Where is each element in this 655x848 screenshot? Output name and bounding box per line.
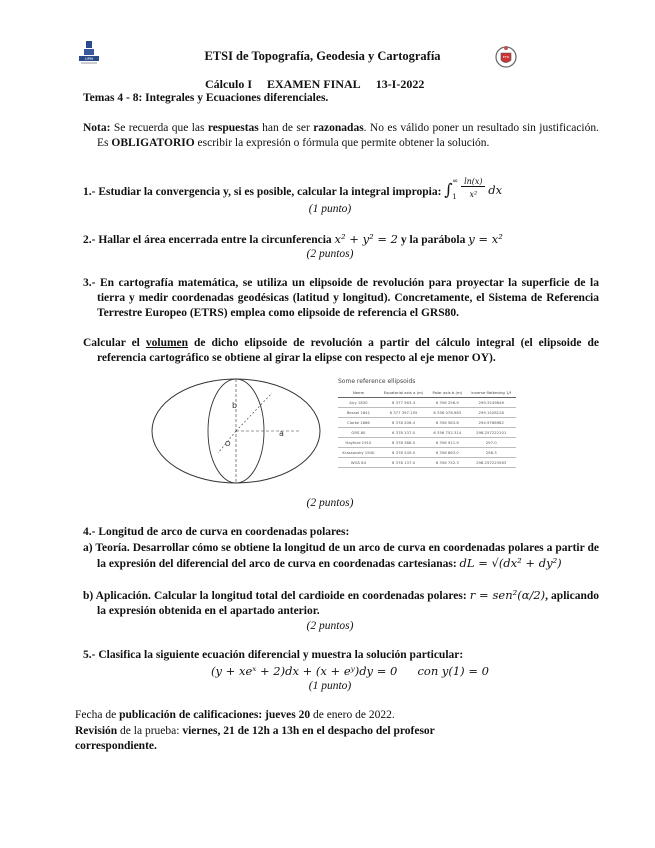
table-cell: 6 378 245.0	[379, 448, 428, 458]
table-cell: 6 378 137.0	[379, 458, 428, 468]
table-cell: 294.9786982	[466, 418, 516, 428]
note-key-obligatorio: OBLIGATORIO	[111, 137, 195, 149]
table-cell: 298.3	[466, 448, 516, 458]
q1-text: 1.- Estudiar la convergencia y, si es posible, calcular la integral impropia:	[83, 186, 445, 198]
q4-a-text: a) Teoría. Desarrollar cómo se obtiene la longitud de un arco de curva en coordenadas polares a partir de la expresión del diferencial del arco de curva en coordenadas cartesianas:	[83, 542, 599, 570]
table-cell: 6 356 752.314	[428, 428, 466, 438]
q4-points: (2 puntos)	[306, 620, 354, 632]
q5-title: 5.- Clasifica la siguiente ecuación diferencial y muestra la solución particular:	[83, 649, 464, 661]
q3-task-text-2: de dicho elipsoide de revolución a partir del cálculo integral (el elipsoide de referencia cartográfico se obtiene al girar la elipse con respecto al eje menor OY).	[97, 337, 599, 364]
school-logo-text: ETSI	[502, 55, 510, 59]
q2-text-1: 2.- Hallar el área encerrada entre la circunferencia	[83, 234, 335, 246]
radius-line	[236, 393, 272, 431]
table-cell: Airy 1830	[338, 398, 379, 408]
note-label: Nota:	[83, 122, 111, 134]
table-header: Polar axis b (m)	[428, 388, 466, 398]
q3-task-text-1: Calcular el	[83, 337, 146, 349]
ellipsoid-diagram	[150, 375, 325, 487]
table-cell: 6 378 137.0	[379, 428, 428, 438]
q4-b-text: b) Aplicación. Calcular la longitud total del cardioide en coordenadas polares:	[83, 590, 470, 602]
course-name: Cálculo I	[205, 77, 253, 91]
table-row	[338, 458, 516, 468]
upm-logo	[78, 40, 100, 66]
table-cell: 6 356 078.963	[428, 408, 466, 418]
school-crest-icon	[494, 44, 518, 70]
table-row	[338, 438, 516, 448]
table-row	[338, 398, 516, 408]
table-cell: Bessel 1841	[338, 408, 379, 418]
note-text-3: . No es válido poner un resultado sin justificación. Es	[97, 122, 599, 149]
review-text: de la prueba:	[117, 725, 183, 737]
q2-parabola-equation: y = x²	[468, 232, 503, 246]
q2-circle-equation: x² + y² = 2	[334, 232, 398, 246]
q2-text-2: y la parábola	[397, 234, 469, 246]
q2-points: (2 puntos)	[306, 248, 354, 260]
q1-upper-limit: ∞	[452, 177, 459, 185]
upm-crest-icon	[78, 40, 100, 66]
exam-type: EXAMEN FINAL	[267, 77, 361, 91]
table-header-row	[338, 388, 516, 398]
note-key-respuestas: respuestas	[207, 122, 259, 134]
table-cell: 298.257223563	[466, 458, 516, 468]
table-row	[338, 408, 516, 418]
q5-equation: (y + xeˣ + 2)dx + (x + eʸ)dy = 0	[211, 664, 398, 678]
note-text-1: Se recuerda que las	[110, 122, 208, 134]
school-logo	[494, 44, 518, 70]
q3-task-volumen: volumen	[145, 337, 189, 349]
topics-line: Temas 4 - 8: Integrales y Ecuaciones diferenciales.	[83, 92, 329, 104]
review-details: viernes, 21 de 12h a 13h en el despacho del profesor correspondiente.	[75, 725, 435, 752]
table-cell: 6 356 911.9	[428, 438, 466, 448]
table-cell: GRS 80	[338, 428, 379, 438]
table-cell: Krassovsky 1940	[338, 448, 379, 458]
ellipsoid-figure	[150, 375, 325, 487]
pub-text-1: Fecha de	[75, 709, 120, 721]
q1-lower-limit: 1	[452, 193, 457, 201]
q3-context: 3.- En cartografía matemática, se utiliza un elipsoide de revolución para proyectar la superficie de la tierra y medir coordenadas geodésicas (latitud y longitud). Concretamente, el Sistema de Referencia Terrestre Europeo (ETRS) emplea como elipsoide de referencia el GRS80.	[83, 277, 599, 319]
table-cell: Clarke 1866	[338, 418, 379, 428]
note-key-razonadas: razonadas	[313, 122, 364, 134]
q1-differential: dx	[488, 183, 503, 197]
publication-date-line	[75, 709, 595, 721]
upm-logo-text: UPM	[85, 57, 93, 62]
table-cell: 6 377 563.4	[379, 398, 428, 408]
ellipsoid-table-block	[338, 378, 518, 468]
note-text-4: escribir la expresión o fórmula que permite obtener la solución.	[194, 137, 490, 149]
table-cell: Hayford 1910	[338, 438, 379, 448]
table-cell: 299.3249646	[466, 398, 516, 408]
review-line	[75, 724, 495, 754]
table-cell: 6 356 256.9	[428, 398, 466, 408]
table-row	[338, 448, 516, 458]
table-row	[338, 428, 516, 438]
q4-title: 4.- Longitud de arco de curva en coordenadas polares:	[83, 526, 350, 538]
pub-text-2: de enero de 2022.	[310, 709, 395, 721]
question-1	[83, 177, 603, 201]
ellipsoid-table	[338, 388, 516, 468]
q4-b-equation: r = sen²(α/2)	[469, 588, 546, 602]
q4-part-b	[83, 588, 599, 619]
label-o: O	[225, 440, 231, 448]
table-header: Inverse flattening 1/f	[466, 388, 516, 398]
table-cell: WGS 84	[338, 458, 379, 468]
q3-task	[83, 336, 599, 366]
q5-equation-line	[150, 664, 550, 678]
question-2	[83, 232, 503, 246]
table-cell: 299.1528128	[466, 408, 516, 418]
q4-part-a	[83, 541, 599, 572]
q5-points: (1 punto)	[308, 680, 352, 692]
table-cell: 6 356 583.8	[428, 418, 466, 428]
note-text-2: han de ser	[258, 122, 314, 134]
note-paragraph	[83, 121, 599, 151]
table-title: Some reference ellipsoids	[338, 378, 416, 385]
q1-integral: ∫ ∞ 1 ln(x) x² dx	[444, 177, 503, 201]
table-cell: 297.0	[466, 438, 516, 448]
q4-b-end: , aplicando la expresión obtenida en el apartado anterior.	[97, 590, 599, 617]
table-cell: 6 356 863.0	[428, 448, 466, 458]
exam-header	[205, 77, 424, 92]
q1-points: (1 punto)	[308, 203, 352, 215]
table-cell: 6 378 206.4	[379, 418, 428, 428]
table-row	[338, 418, 516, 428]
table-header: Equatorial axis a (m)	[379, 388, 428, 398]
label-a: a	[279, 429, 284, 438]
q1-numerator: ln(x)	[461, 177, 485, 187]
table-header: Name	[338, 388, 379, 398]
exam-date: 13-I-2022	[375, 77, 425, 91]
table-cell: 6 356 752.3	[428, 458, 466, 468]
table-cell: 298.257222101	[466, 428, 516, 438]
school-title: ETSI de Topografía, Geodesia y Cartografía	[204, 49, 441, 63]
q3-points: (2 puntos)	[306, 497, 354, 509]
q4-a-equation: dL = √(dx² + dy²)	[459, 556, 562, 570]
table-cell: 6 377 397.155	[379, 408, 428, 418]
table-cell: 6 378 388.0	[379, 438, 428, 448]
q5-condition: con y(1) = 0	[417, 664, 489, 678]
q1-denominator: x²	[469, 190, 478, 199]
review-label: Revisión	[75, 725, 118, 737]
label-b: b	[232, 401, 238, 410]
pub-text-bold: publicación de calificaciones: jueves 20	[119, 709, 311, 721]
